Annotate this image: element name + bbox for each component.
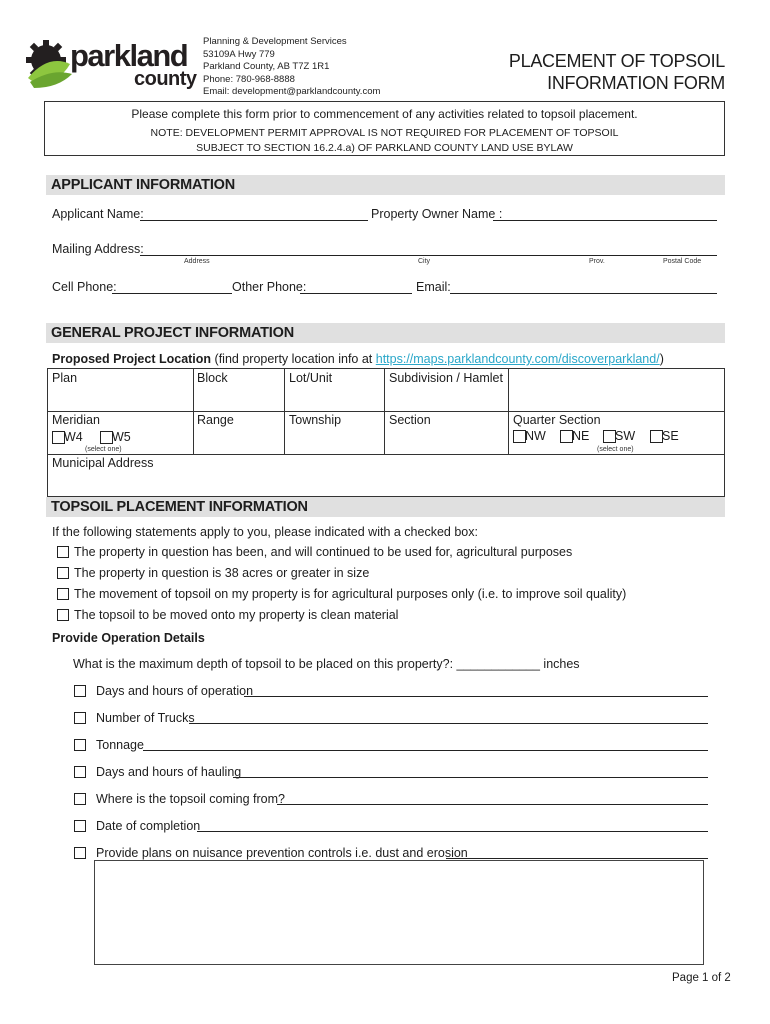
quarter-section-label: Quarter Section <box>513 413 601 427</box>
parkland-county-logo <box>22 38 197 93</box>
sw-label: SW <box>615 429 636 443</box>
owner-name-label: Property Owner Name : <box>371 207 503 221</box>
notice-line1: Please complete this form prior to commencement of any activities related to topsoil placement. <box>131 107 638 121</box>
detail-label-3: Tonnage <box>96 738 144 752</box>
mailing-address-field[interactable] <box>140 255 717 256</box>
detail-label-7: Provide plans on nuisance prevention controls i.e. dust and erosion <box>96 846 468 860</box>
nw-label: NW <box>525 429 546 443</box>
other-phone-field[interactable] <box>300 293 412 294</box>
municipal-address-label: Municipal Address <box>52 456 154 470</box>
topsoil-intro: If the following statements apply to you, please indicated with a checked box: <box>52 525 478 539</box>
mailing-sub-prov: Prov. <box>589 258 605 265</box>
detail-checkbox-7[interactable] <box>74 847 86 859</box>
plan-label: Plan <box>52 371 78 385</box>
quarter-select-one: (select one) <box>597 446 634 453</box>
project-heading: GENERAL PROJECT INFORMATION <box>51 325 294 341</box>
detail-label-4: Days and hours of hauling <box>96 765 242 779</box>
mailing-address-label: Mailing Address: <box>52 242 144 256</box>
township-label: Township <box>289 413 342 427</box>
detail-checkbox-4[interactable] <box>74 766 86 778</box>
topsoil-heading: TOPSOIL PLACEMENT INFORMATION <box>51 499 308 515</box>
depth-question: What is the maximum depth of topsoil to be placed on this property?: ____________ inches <box>73 657 580 671</box>
logo-word-parkland: parkland <box>70 38 188 73</box>
phone: Phone: 780-968-8888 <box>203 73 295 85</box>
project-location-label: Proposed Project Location <box>52 352 212 366</box>
detail-label-1: Days and hours of operation <box>96 684 254 698</box>
ne-label: NE <box>572 429 590 443</box>
owner-name-field[interactable] <box>493 220 717 221</box>
detail-label-2: Number of Trucks <box>96 711 195 725</box>
detail-checkbox-6[interactable] <box>74 820 86 832</box>
se-label: SE <box>662 429 679 443</box>
nuisance-plans-textarea[interactable] <box>94 860 704 965</box>
notice-box <box>44 101 725 156</box>
detail-field-1[interactable] <box>244 696 708 697</box>
detail-checkbox-2[interactable] <box>74 712 86 724</box>
topsoil-section-header <box>46 497 725 517</box>
statement-checkbox-3[interactable] <box>57 588 69 600</box>
meridian-label: Meridian <box>52 413 100 427</box>
statement-1: The property in question has been, and will continued to be used for, agricultural purposes <box>74 545 573 559</box>
email-label: Email: <box>416 280 451 294</box>
statement-3: The movement of topsoil on my property is for agricultural purposes only (i.e. to improve soil quality) <box>74 587 627 601</box>
cell-phone-field[interactable] <box>112 293 232 294</box>
form-title-line2: INFORMATION FORM <box>547 73 725 93</box>
lot-label: Lot/Unit <box>289 371 333 385</box>
email: Email: development@parklandcounty.com <box>203 86 381 98</box>
form-title-line1: PLACEMENT OF TOPSOIL <box>508 51 725 71</box>
notice-line3: SUBJECT TO SECTION 16.2.4.a) OF PARKLAND COUNTY LAND USE BYLAW <box>196 142 573 154</box>
statement-4: The topsoil to be moved onto my property is clean material <box>74 608 399 622</box>
logo-word-county: county <box>134 68 197 90</box>
detail-label-5: Where is the topsoil coming from? <box>96 792 285 806</box>
project-section-header <box>46 323 725 343</box>
block-label: Block <box>197 371 228 385</box>
detail-field-2[interactable] <box>189 723 708 724</box>
cell-phone-label: Cell Phone: <box>52 280 117 294</box>
project-location-link[interactable]: https://maps.parklandcounty.com/discoverparkland/ <box>375 352 660 366</box>
detail-field-4[interactable] <box>233 777 708 778</box>
form-title <box>470 50 725 94</box>
detail-checkbox-5[interactable] <box>74 793 86 805</box>
applicant-heading: APPLICANT INFORMATION <box>51 177 236 193</box>
statement-checkbox-1[interactable] <box>57 546 69 558</box>
mailing-sub-city: City <box>418 258 431 265</box>
detail-field-6[interactable] <box>197 831 708 832</box>
operation-details-heading: Provide Operation Details <box>52 631 205 645</box>
detail-checkbox-3[interactable] <box>74 739 86 751</box>
detail-field-7[interactable] <box>446 858 708 859</box>
applicant-name-label: Applicant Name: <box>52 207 144 221</box>
email-field[interactable] <box>450 293 717 294</box>
applicant-name-field[interactable] <box>140 220 368 221</box>
w4-label: W4 <box>64 430 83 444</box>
page-number: Page 1 of 2 <box>672 972 731 984</box>
detail-field-3[interactable] <box>143 750 708 751</box>
w5-label: W5 <box>112 430 131 444</box>
detail-checkbox-1[interactable] <box>74 685 86 697</box>
detail-field-5[interactable] <box>277 804 708 805</box>
notice-line2: NOTE: DEVELOPMENT PERMIT APPROVAL IS NOT REQUIRED FOR PLACEMENT OF TOPSOIL <box>150 127 619 139</box>
section-label: Section <box>389 413 431 427</box>
detail-label-6: Date of completion <box>96 819 201 833</box>
city-address: Parkland County, AB T7Z 1R1 <box>203 61 330 73</box>
statement-checkbox-2[interactable] <box>57 567 69 579</box>
statement-2: The property in question is 38 acres or greater in size <box>74 566 370 580</box>
project-location-line <box>52 352 664 366</box>
meridian-select-one: (select one) <box>85 446 122 453</box>
applicant-section-header <box>46 175 725 195</box>
department-name: Planning & Development Services <box>203 36 347 47</box>
other-phone-label: Other Phone: <box>232 280 307 294</box>
mailing-sub-address: Address <box>184 258 210 265</box>
project-location-end: ) <box>659 352 664 366</box>
subdivision-label: Subdivision / Hamlet <box>389 371 503 385</box>
range-label: Range <box>197 413 234 427</box>
contact-block <box>203 36 380 99</box>
street-address: 53109A Hwy 779 <box>203 48 275 60</box>
statement-checkbox-4[interactable] <box>57 609 69 621</box>
mailing-sub-postal: Postal Code <box>663 258 702 265</box>
project-location-hint: (find property location info at <box>211 352 376 366</box>
